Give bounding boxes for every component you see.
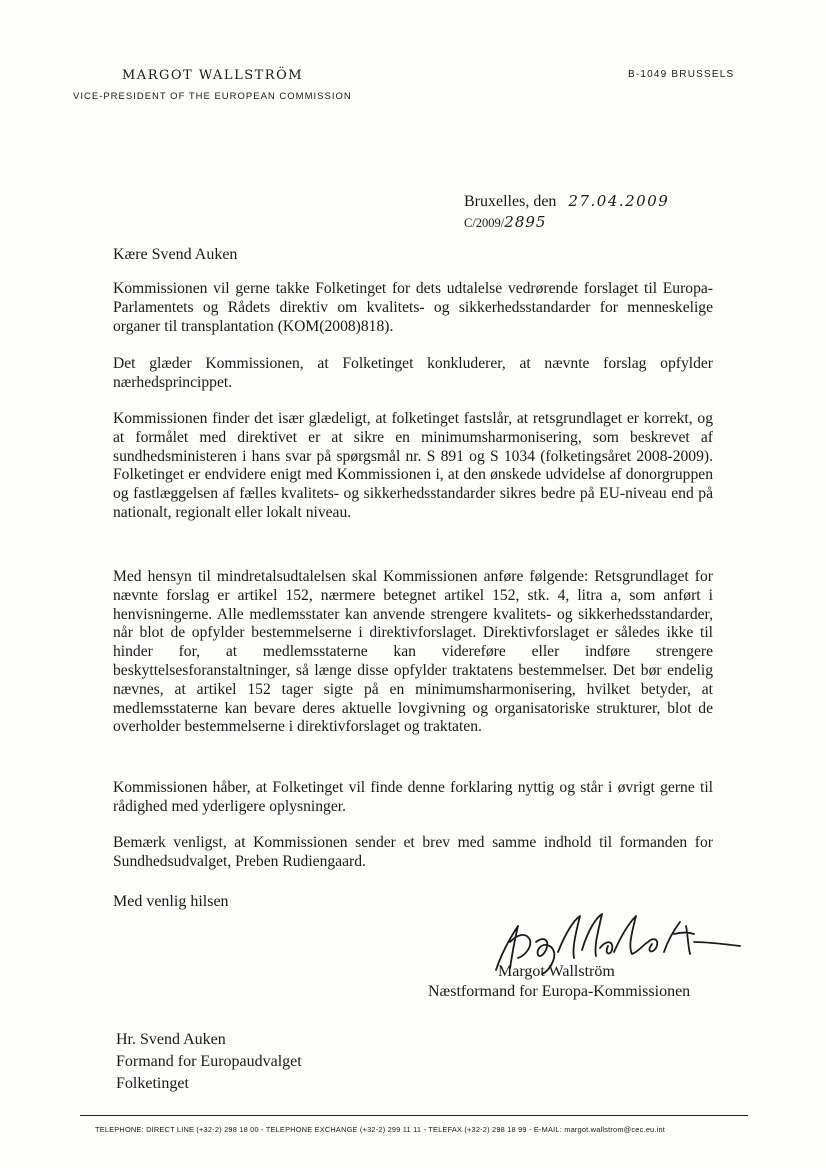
handwritten-date: 27.04.2009 [568, 192, 670, 210]
recipient-position: Formand for Europaudvalget [116, 1053, 302, 1070]
recipient-organisation: Folketinget [116, 1075, 189, 1092]
handwritten-reference: 2895 [504, 213, 547, 231]
body-paragraph: Bemærk venligst, at Kommissionen sender et brev med samme indhold til formanden for Sundhedsudvalget, Preben Rudiengaard. [113, 834, 713, 870]
recipient-address [116, 1029, 302, 1095]
body-paragraph: Med hensyn til mindretalsudtalelsen skal Kommissionen anføre følgende: Retsgrundlaget for nævnte forslag er artikel 152, nærmere betegnet artikel 152, stk. 4, litra a, som anført i henvisningerne. Alle medlemsstater kan anvende strengere kvalitets- og sikkerhedsstandarder, når blot de opfylder bestemmelserne i direktivforslaget. Direktivforslaget er således ikke til hinder for, at medlemsstaterne kan videreføre eller indføre strengere beskyttelsesforanstaltninger, så længe disse opfylder traktatens bestemmelser. Det bør endelig nævnes, at artikel 152 tager sigte på en minimumsharmonisering, hvilket betyder, at medlemsstaterne kan bevare deres aktuelle lovgivning og organisatoriske strukturer, blot de overholder bestemmelserne i direktivforslaget og traktaten. [113, 568, 713, 736]
footer-contact: TELEPHONE: DIRECT LINE (+32-2) 298 18 00 - TELEPHONE EXCHANGE (+32-2) 299 11 11 - TELEFAX (+32-2) 298 18 99 - E-MAIL: margot.wallstrom@cec.eu.int [95, 1125, 666, 1134]
body-paragraph: Kommissionen håber, at Folketinget vil finde denne forklaring nyttig og står i øvrigt gerne til rådighed med yderligere oplysninger. [113, 779, 713, 815]
footer-divider [80, 1115, 748, 1116]
signatory-name: Margot Wallström [498, 963, 615, 980]
body-paragraph: Kommissionen finder det især glædeligt, at folketinget fastslår, at retsgrundlaget er korrekt, og at formålet med direktivet er at sikre en minimumsharmonisering, som beskrevet af sundhedsministeren i hans svar på spørgsmål nr. S 891 og S 1034 (folketingsåret 2008-2009). Folketinget er endvidere enigt med Kommissionen i, at den ønskede udvidelse af donorgruppen og fastlæggelsen af fælles kvalitets- og sikkerhedsstandarder sikres bedre på EU-niveau end på nationalt, regionalt eller lokalt niveau. [113, 410, 713, 521]
letterhead-role: VICE-PRESIDENT OF THE EUROPEAN COMMISSION [73, 91, 352, 102]
letterhead-city: B-1049 BRUSSELS [628, 69, 735, 80]
reference-prefix: C/2009/ [464, 216, 505, 230]
recipient-name: Hr. Svend Auken [116, 1031, 226, 1048]
body-paragraph: Det glæder Kommissionen, at Folketinget konkluderer, at nævnte forslag opfylder nærhedsprincippet. [113, 355, 713, 391]
closing: Med venlig hilsen [113, 893, 229, 910]
body-paragraph: Kommissionen vil gerne takke Folketinget for dets udtalelse vedrørende forslaget til Europa-Parlamentets og Rådets direktiv om kvalitets- og sikkerhedsstandarder for menneskelige organer til transplantation (KOM(2008)818). [113, 280, 713, 335]
dateline [464, 192, 669, 211]
dateline-label: Bruxelles, den [464, 193, 557, 210]
salutation: Kære Svend Auken [113, 246, 238, 263]
signatory-title: Næstformand for Europa-Kommissionen [428, 983, 691, 1000]
reference-number [464, 213, 546, 231]
letterhead-name: MARGOT WALLSTRÖM [122, 68, 304, 83]
